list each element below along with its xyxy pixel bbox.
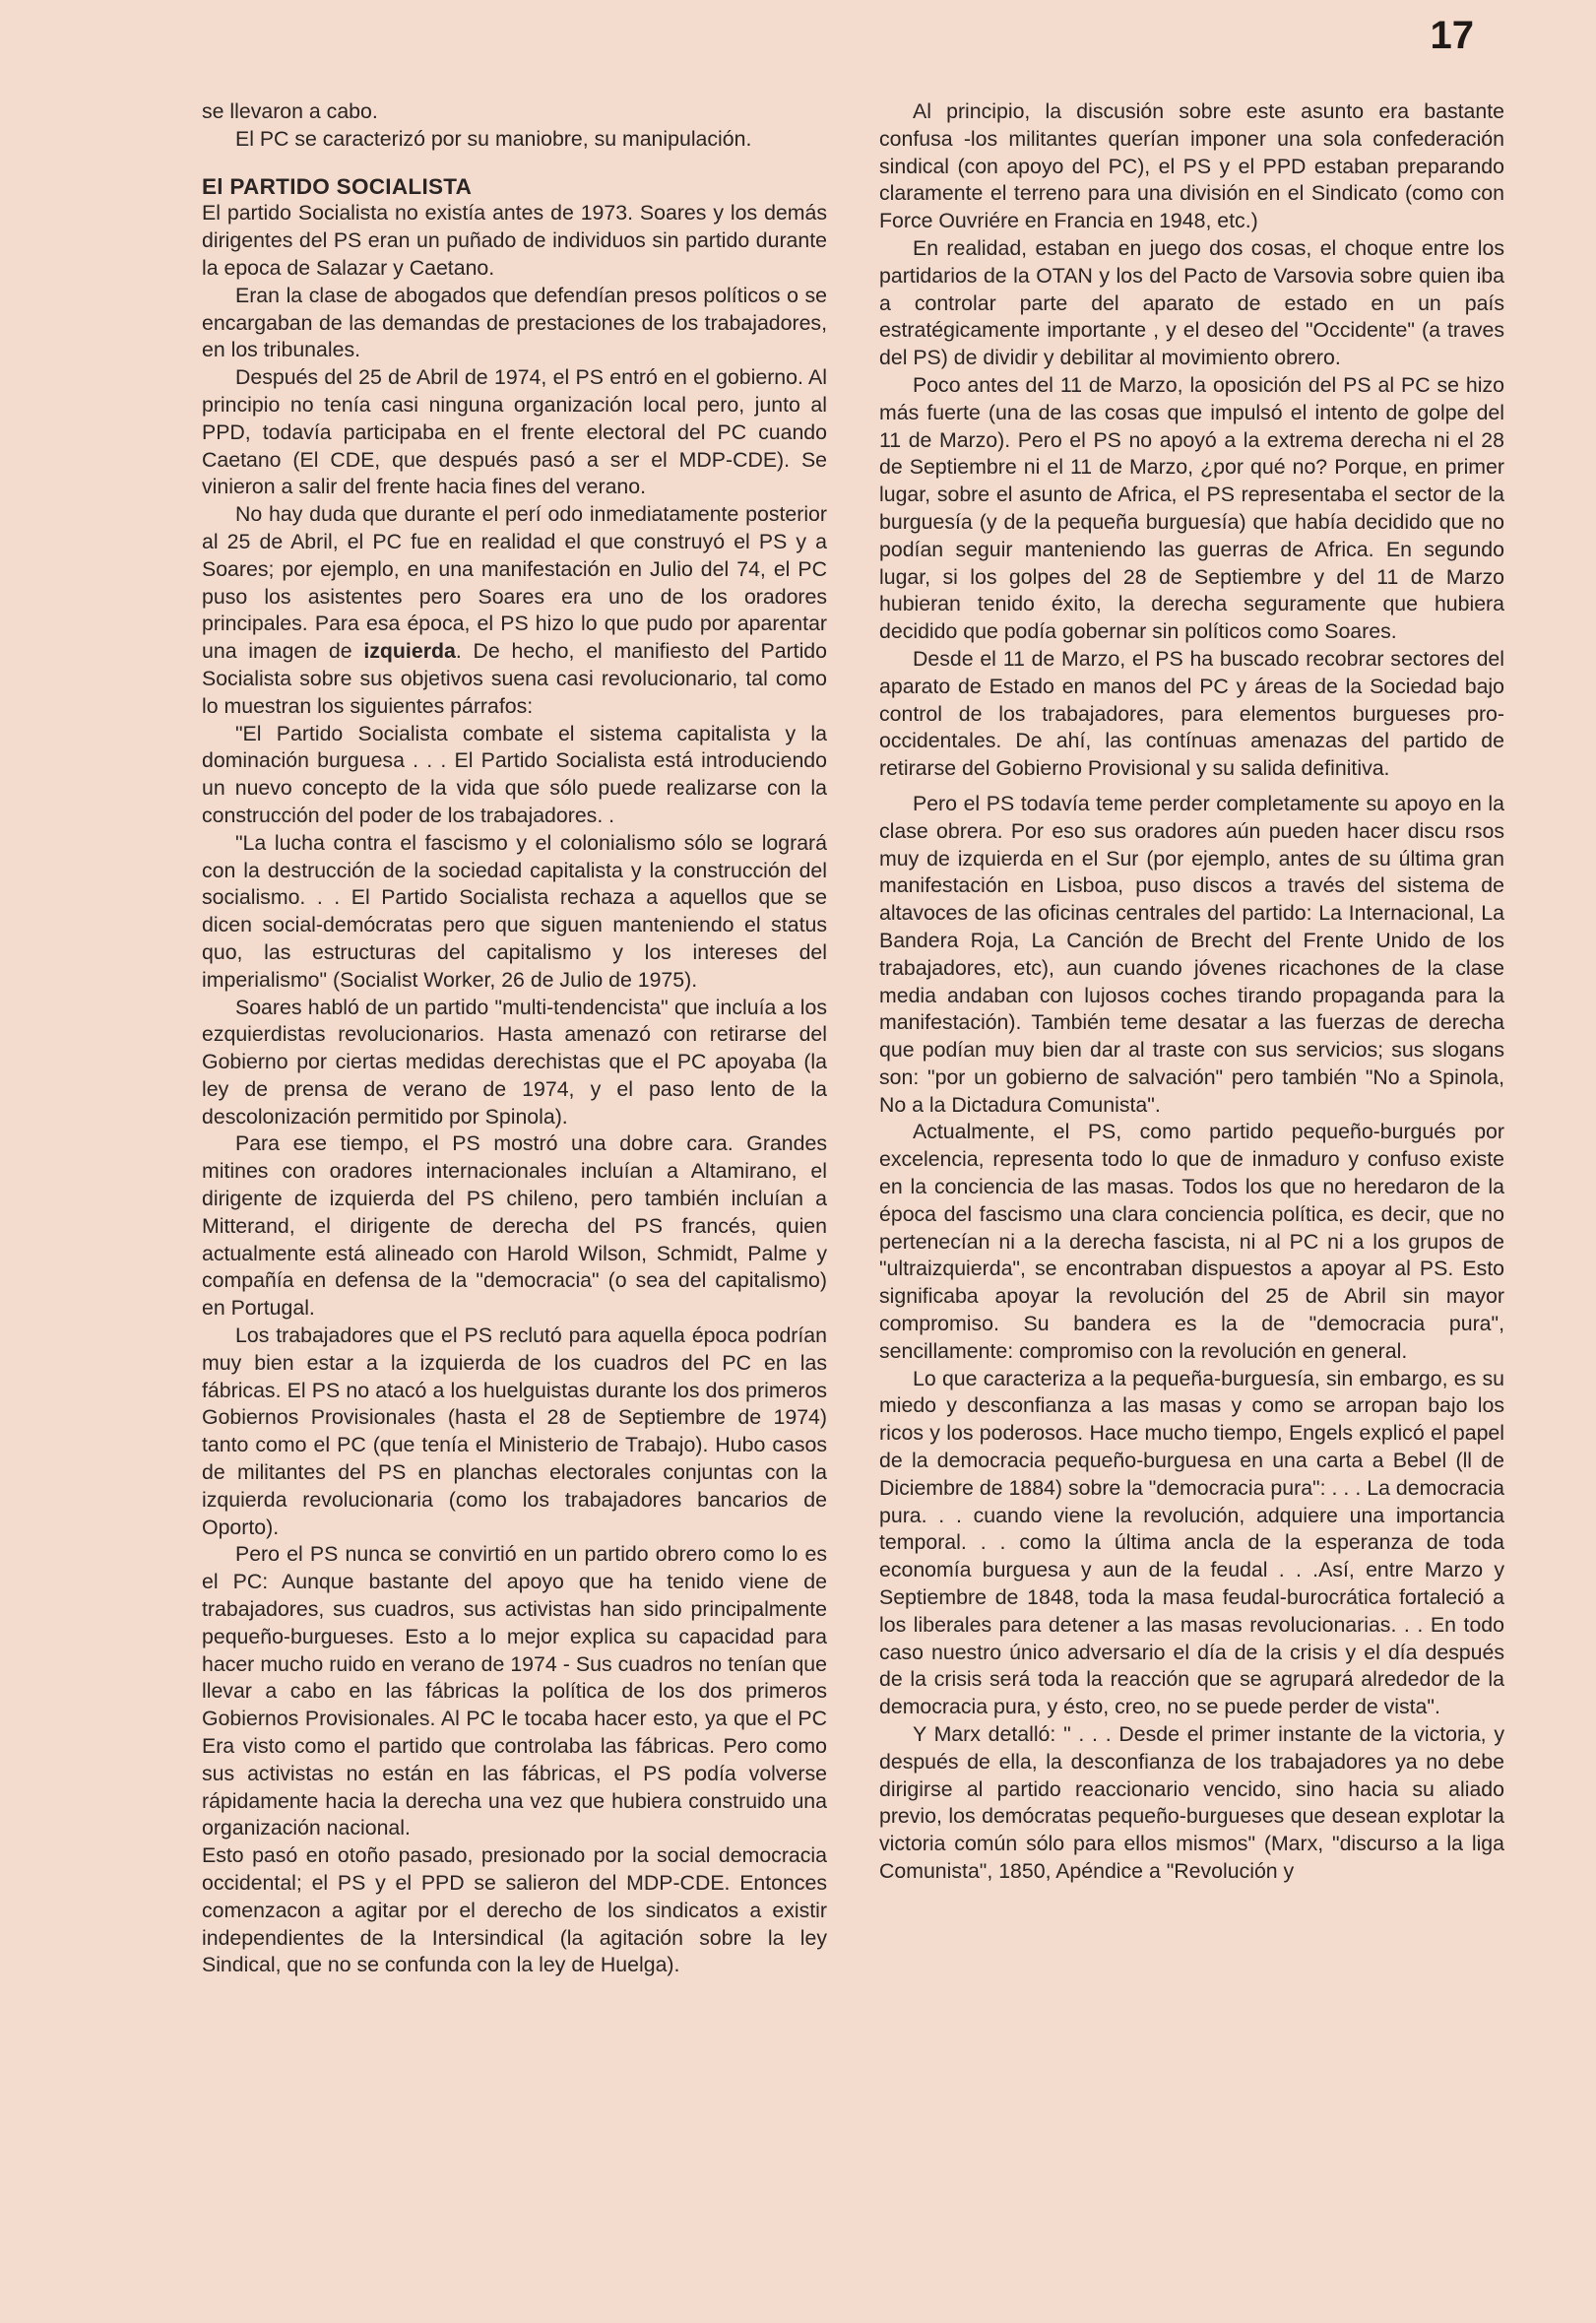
- paragraph: se llevaron a cabo.: [202, 99, 378, 123]
- paragraph: Al principio, la discusión sobre este asunto era bastante confusa -los militantes querían imponer una sola confederación sindical (con apoyo del PC), el PS y el PPD estaban preparando claramente el terreno para una división en el Sindicato (como con Force Ouvriére en Francia en 1948, etc.): [879, 99, 1504, 233]
- paragraph: Poco antes del 11 de Marzo, la oposición del PS al PC se hizo más fuerte (una de las cosas que impulsó el intento de golpe del 11 de Marzo). Pero el PS no apoyó a la extrema derecha ni el 28 de Septiembre ni el 11 de Marzo, ¿por qué no? Porque, en primer lugar, sobre el asunto de Africa, el PS representaba el sector de la burguesía (y de la pequeña burguesía) que había decidido que no podían seguir manteniendo las guerras de Africa. En segundo lugar, si los golpes del 28 de Septiembre y del 11 de Marzo hubieran tenido éxito, la derecha seguramente que hubiera decidido que podía gobernar sin políticos como Soares.: [879, 372, 1504, 644]
- page-number: 17: [1430, 14, 1474, 57]
- paragraph: Pero el PS nunca se convirtió en un partido obrero como lo es el PC: Aunque bastante del apoyo que ha tenido viene de trabajadores, sus cuadros, sus activistas han sido principalmente pequeño-burgueses. Esto a lo mejor explica su capacidad para hacer mucho ruido en verano de 1974 - Sus cuadros no tenían que llevar a cabo en las fábricas la política de los dos primeros Gobiernos Provisionales. Al PC le tocaba hacer esto, ya que el PC Era visto como el partido que controlaba las fábricas. Pero como sus activistas no están en las fábricas, el PS podía volverse rápidamente hacia la derecha una vez que hubiera construido una organización nacional.: [202, 1542, 827, 1840]
- paragraph: Eran la clase de abogados que defendían presos políticos o se encargaban de las demandas de prestaciones de los trabajadores, en los tribunales.: [202, 283, 827, 362]
- paragraph: Después del 25 de Abril de 1974, el PS entró en el gobierno. Al principio no tenía casi ninguna organización local pero, junto al PPD, todavía participaba en el frente electoral del PC cuando Caetano (El CDE, que después pasó a ser el MDP-CDE). Se vinieron a salir del frente hacia fines del verano.: [202, 365, 827, 499]
- paragraph: Actualmente, el PS, como partido pequeño-burgués por excelencia, representa todo lo que de inmaduro y confuso existe en la conciencia de las masas. Todos los que no heredaron de la época del fascismo una clara conciencia política, es decir, que no pertenecían ni a la derecha fascista, ni al PC ni a los grupos de "ultraizquierda", se encontraban dispuestos a apoyar al PS. Esto significaba apoyar la revolución del 25 de Abril sin mayor compromiso. Su bandera es la de "democracia pura", sencillamente: compromiso con la revolución en general.: [879, 1120, 1504, 1363]
- quote-paragraph: "El Partido Socialista combate el sistema capitalista y la dominación burguesa . . . El Partido Socialista está introduciendo un nuevo concepto de la vida que sólo puede realizarse con la construcción del poder de los trabajadores. .: [202, 721, 827, 827]
- paragraph: Pero el PS todavía teme perder completamente su apoyo en la clase obrera. Por eso sus oradores aún pueden hacer discu rsos muy de izquierda en el Sur (por ejemplo, antes de su última gran manifestación en Lisboa, puso discos a través del sistema de altavoces de las oficinas centrales del partido: La Internacional, La Bandera Roja, La Canción de Brecht del Frente Unido de los trabajadores, etc), aun cuando jóvenes ricachones de la clase media andaban con lujosos coches tirando propaganda para la manifestación). También teme desatar a las fuerzas de derecha que podían muy bien dar al traste con sus servicios; sus slogans son: "por un gobierno de salvación" pero también "No a Spinola, No a la Dictadura Comunista".: [879, 791, 1504, 1117]
- left-column: [202, 98, 827, 1979]
- paragraph: Para ese tiempo, el PS mostró una dobre cara. Grandes mitines con oradores internacionales incluían a Altamirano, el dirigente de izquierda del PS chileno, pero también incluían a Mitterand, el dirigente de derecha del PS francés, quien actualmente está alineado con Harold Wilson, Schmidt, Palme y compañía en defensa de la "democracia" (o sea del capitalismo) en Portugal.: [202, 1131, 827, 1321]
- quote-paragraph: "La lucha contra el fascismo y el colonialismo sólo se logrará con la destrucción de la sociedad capitalista y la construcción del socialismo. . . El Partido Socialista rechaza a aquellos que se dicen social-demócratas pero que siguen manteniendo el status quo, las estructuras del capitalismo y los intereses del imperialismo" (Socialist Worker, 26 de Julio de 1975).: [202, 830, 827, 992]
- paragraph: En realidad, estaban en juego dos cosas, el choque entre los partidarios de la OTAN y los del Pacto de Varsovia sobre quien iba a controlar parte del aparato de estado en un país estratégicamente importante , y el deseo del "Occidente" (a traves del PS) de dividir y debilitar al movimiento obrero.: [879, 235, 1504, 370]
- paragraph: Esto pasó en otoño pasado, presionado por la social democracia occidental; el PS y el PPD se salieron del MDP-CDE. Entonces comenzacon a agitar por el derecho de los sindicatos a existir independientes de la Intersindical (la agitación sobre la ley Sindical, que no se confunda con la ley de Huelga).: [202, 1843, 827, 1977]
- text-span: No hay duda que durante el perí odo inmediatamente posterior al 25 de Abril, el PC fue en realidad el que construyó el PS y a Soares; por ejemplo, en una manifestación en Julio del 74, el PC puso los asistentes pero Soares era uno de los oradores principales. Para esa época, el PS hizo lo que pudo por aparentar una imagen de: [202, 502, 827, 664]
- section-heading: El PARTIDO SOCIALISTA: [202, 173, 473, 199]
- paragraph: Desde el 11 de Marzo, el PS ha buscado recobrar sectores del aparato de Estado en manos del PC y áreas de la Sociedad bajo control de los trabajadores, para elementos burgueses pro-occidentales. De ahí, las contínuas amenazas del partido de retirarse del Gobierno Provisional y su salida definitiva.: [879, 646, 1504, 781]
- text-span: . De hecho, el manifiesto del Partido Socialista sobre sus objetivos suena casi revolucionario, tal como lo muestran los siguientes párrafos:: [202, 639, 827, 718]
- paragraph: Soares habló de un partido "multi-tendencista" que incluía a los ezquierdistas revolucionarios. Hasta amenazó con retirarse del Gobierno por ciertas medidas derechistas que el PC apoyaba (la ley de prensa de verano de 1974, y el paso lento de la descolonización permitido por Spinola).: [202, 995, 827, 1129]
- paragraph: El PC se caracterizó por su maniobre, su manipulación.: [235, 126, 752, 151]
- paragraph: El partido Socialista no existía antes de 1973. Soares y los demás dirigentes del PS eran un puñado de individuos sin partido durante la epoca de Salazar y Caetano.: [202, 201, 827, 280]
- emphasis-text: izquierda: [363, 639, 456, 664]
- paragraph: Lo que caracteriza a la pequeña-burguesía, sin embargo, es su miedo y desconfianza a las masas y como se arropan bajo los ricos y los poderosos. Hace mucho tiempo, Engels explicó el papel de la democracia pequeño-burguesa en una carta a Bebel (ll de Diciembre de 1884) sobre la "democracia pura": . . . La democracia pura. . . cuando viene la revolución, adquiere una importancia temporal. . . como la última ancla de la esperanza de toda economía burguesa y aun de la feudal . . .Así, entre Marzo y Septiembre de 1848, toda la masa feudal-burocrática fortaleció a los liberales para detener a las masas revolucionarias. . . En todo caso nuestro único adversario el día de la crisis y el día después de la crisis será toda la reacción que se agrupará alrededor de la democracia pura, y ésto, creo, no se puede perder de vista".: [879, 1366, 1504, 1719]
- paragraph: [202, 501, 827, 720]
- paragraph: Los trabajadores que el PS reclutó para aquella época podrían muy bien estar a la izquierda de los cuadros del PC en las fábricas. El PS no atacó a los huelguistas durante los dos primeros Gobiernos Provisionales (hasta el 28 de Septiembre de 1974) tanto como el PC (que tenía el Ministerio de Trabajo). Hubo casos de militantes del PS en planchas electorales conjuntas con la izquierda revolucionaria (como los trabajadores bancarios de Oporto).: [202, 1323, 827, 1539]
- right-column: [879, 98, 1504, 1886]
- paragraph: Y Marx detalló: " . . . Desde el primer instante de la victoria, y después de ella, la desconfianza de los trabajadores ya no debe dirigirse al partido reaccionario vencido, sino hacia su aliado previo, los demócratas pequeño-burgueses que desean explotar la victoria común sólo para ellos mismos" (Marx, "discurso a la liga Comunista", 1850, Apéndice a "Revolución y: [879, 1722, 1504, 1883]
